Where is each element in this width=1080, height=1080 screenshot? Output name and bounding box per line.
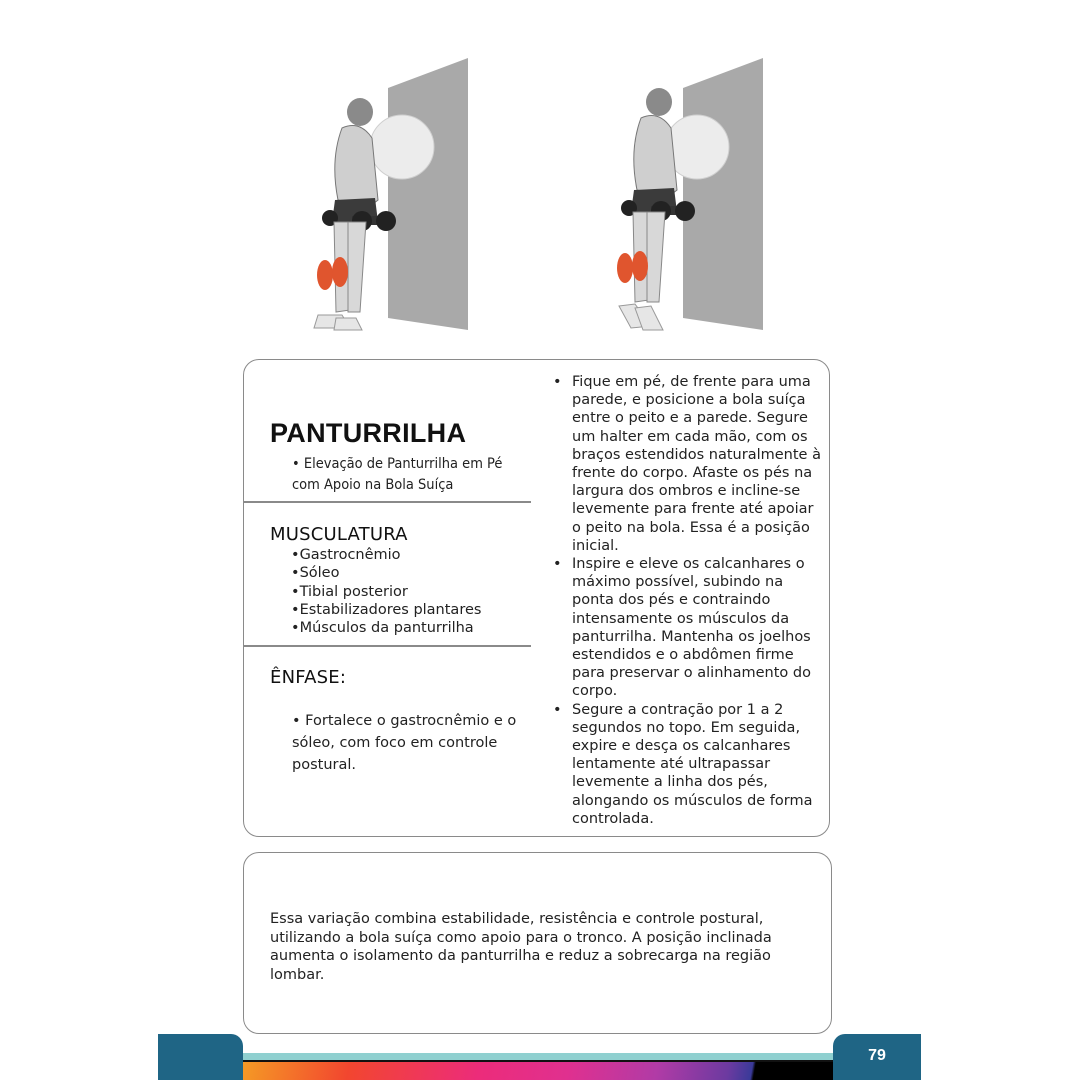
exercise-title: PANTURRILHA bbox=[270, 418, 467, 448]
exercise-illustration-start bbox=[250, 50, 510, 340]
footer-left-tab bbox=[158, 1034, 243, 1080]
footer-gradient-band bbox=[243, 1062, 833, 1080]
instructions-column bbox=[553, 373, 821, 828]
instruction-step bbox=[553, 701, 821, 828]
instruction-step-text: Segure a contração por 1 a 2 segundos no topo. Em seguida, expire e desça os calcanhares lentamente até ultrapassar levemente a linha dos pés, alongando os músculos de forma controlada. bbox=[572, 701, 813, 827]
musculature-list bbox=[291, 546, 481, 637]
instruction-step bbox=[553, 555, 821, 701]
exercise-illustration-end bbox=[555, 50, 815, 340]
summary-card bbox=[243, 852, 832, 1034]
section-divider bbox=[244, 501, 531, 503]
muscle-item: • Tibial posterior bbox=[291, 583, 481, 601]
summary-text: Essa variação combina estabilidade, resistência e controle postural, utilizando a bola suíça como apoio para o tronco. A posição inclinada aumenta o isolamento da panturrilha e reduz a sobrecarga na região lombar. bbox=[270, 911, 772, 984]
instruction-step-text: Inspire e eleve os calcanhares o máximo possível, subindo na ponta dos pés e contraindo intensamente os músculos da panturrilha. Mantenha os joelhos estendidos e o abdômen firme para preservar o alinhamento do corpo. bbox=[572, 556, 811, 700]
emphasis-text: • Fortalece o gastrocnêmio e o sóleo, com foco em controle postural. bbox=[292, 713, 517, 773]
footer-teal-strip bbox=[243, 1053, 833, 1060]
exercise-subtitle: • Elevação de Panturrilha em Pé com Apoio na Bola Suíça bbox=[292, 456, 503, 493]
instruction-steps bbox=[553, 373, 821, 828]
muscle-item: • Músculos da panturrilha bbox=[291, 619, 481, 637]
page-number: 79 bbox=[868, 1046, 886, 1064]
emphasis-heading: ÊNFASE: bbox=[270, 667, 347, 688]
muscle-item: • Estabilizadores plantares bbox=[291, 601, 481, 619]
bullet-icon: • bbox=[553, 374, 562, 390]
muscle-item: • Gastrocnêmio bbox=[291, 546, 481, 564]
exercise-details-column bbox=[244, 360, 531, 836]
instruction-step bbox=[553, 373, 821, 555]
section-divider bbox=[244, 645, 531, 647]
musculature-heading: MUSCULATURA bbox=[270, 524, 408, 545]
bullet-icon: • bbox=[553, 556, 562, 573]
bullet-icon: • bbox=[553, 701, 562, 718]
muscle-item: • Sóleo bbox=[291, 564, 481, 582]
instruction-step-text: Fique em pé, de frente para uma parede, e posicione a bola suíça entre o peito e a parede. Segure um halter em cada mão, com os braços estendidos naturalmente à frente do corpo. Afaste os pés na largura dos ombros e incline-se levemente para frente até apoiar o peito na bola. Essa é a posição inicial. bbox=[572, 374, 821, 554]
page-number-tab bbox=[833, 1034, 921, 1080]
exercise-info-card bbox=[243, 359, 830, 837]
